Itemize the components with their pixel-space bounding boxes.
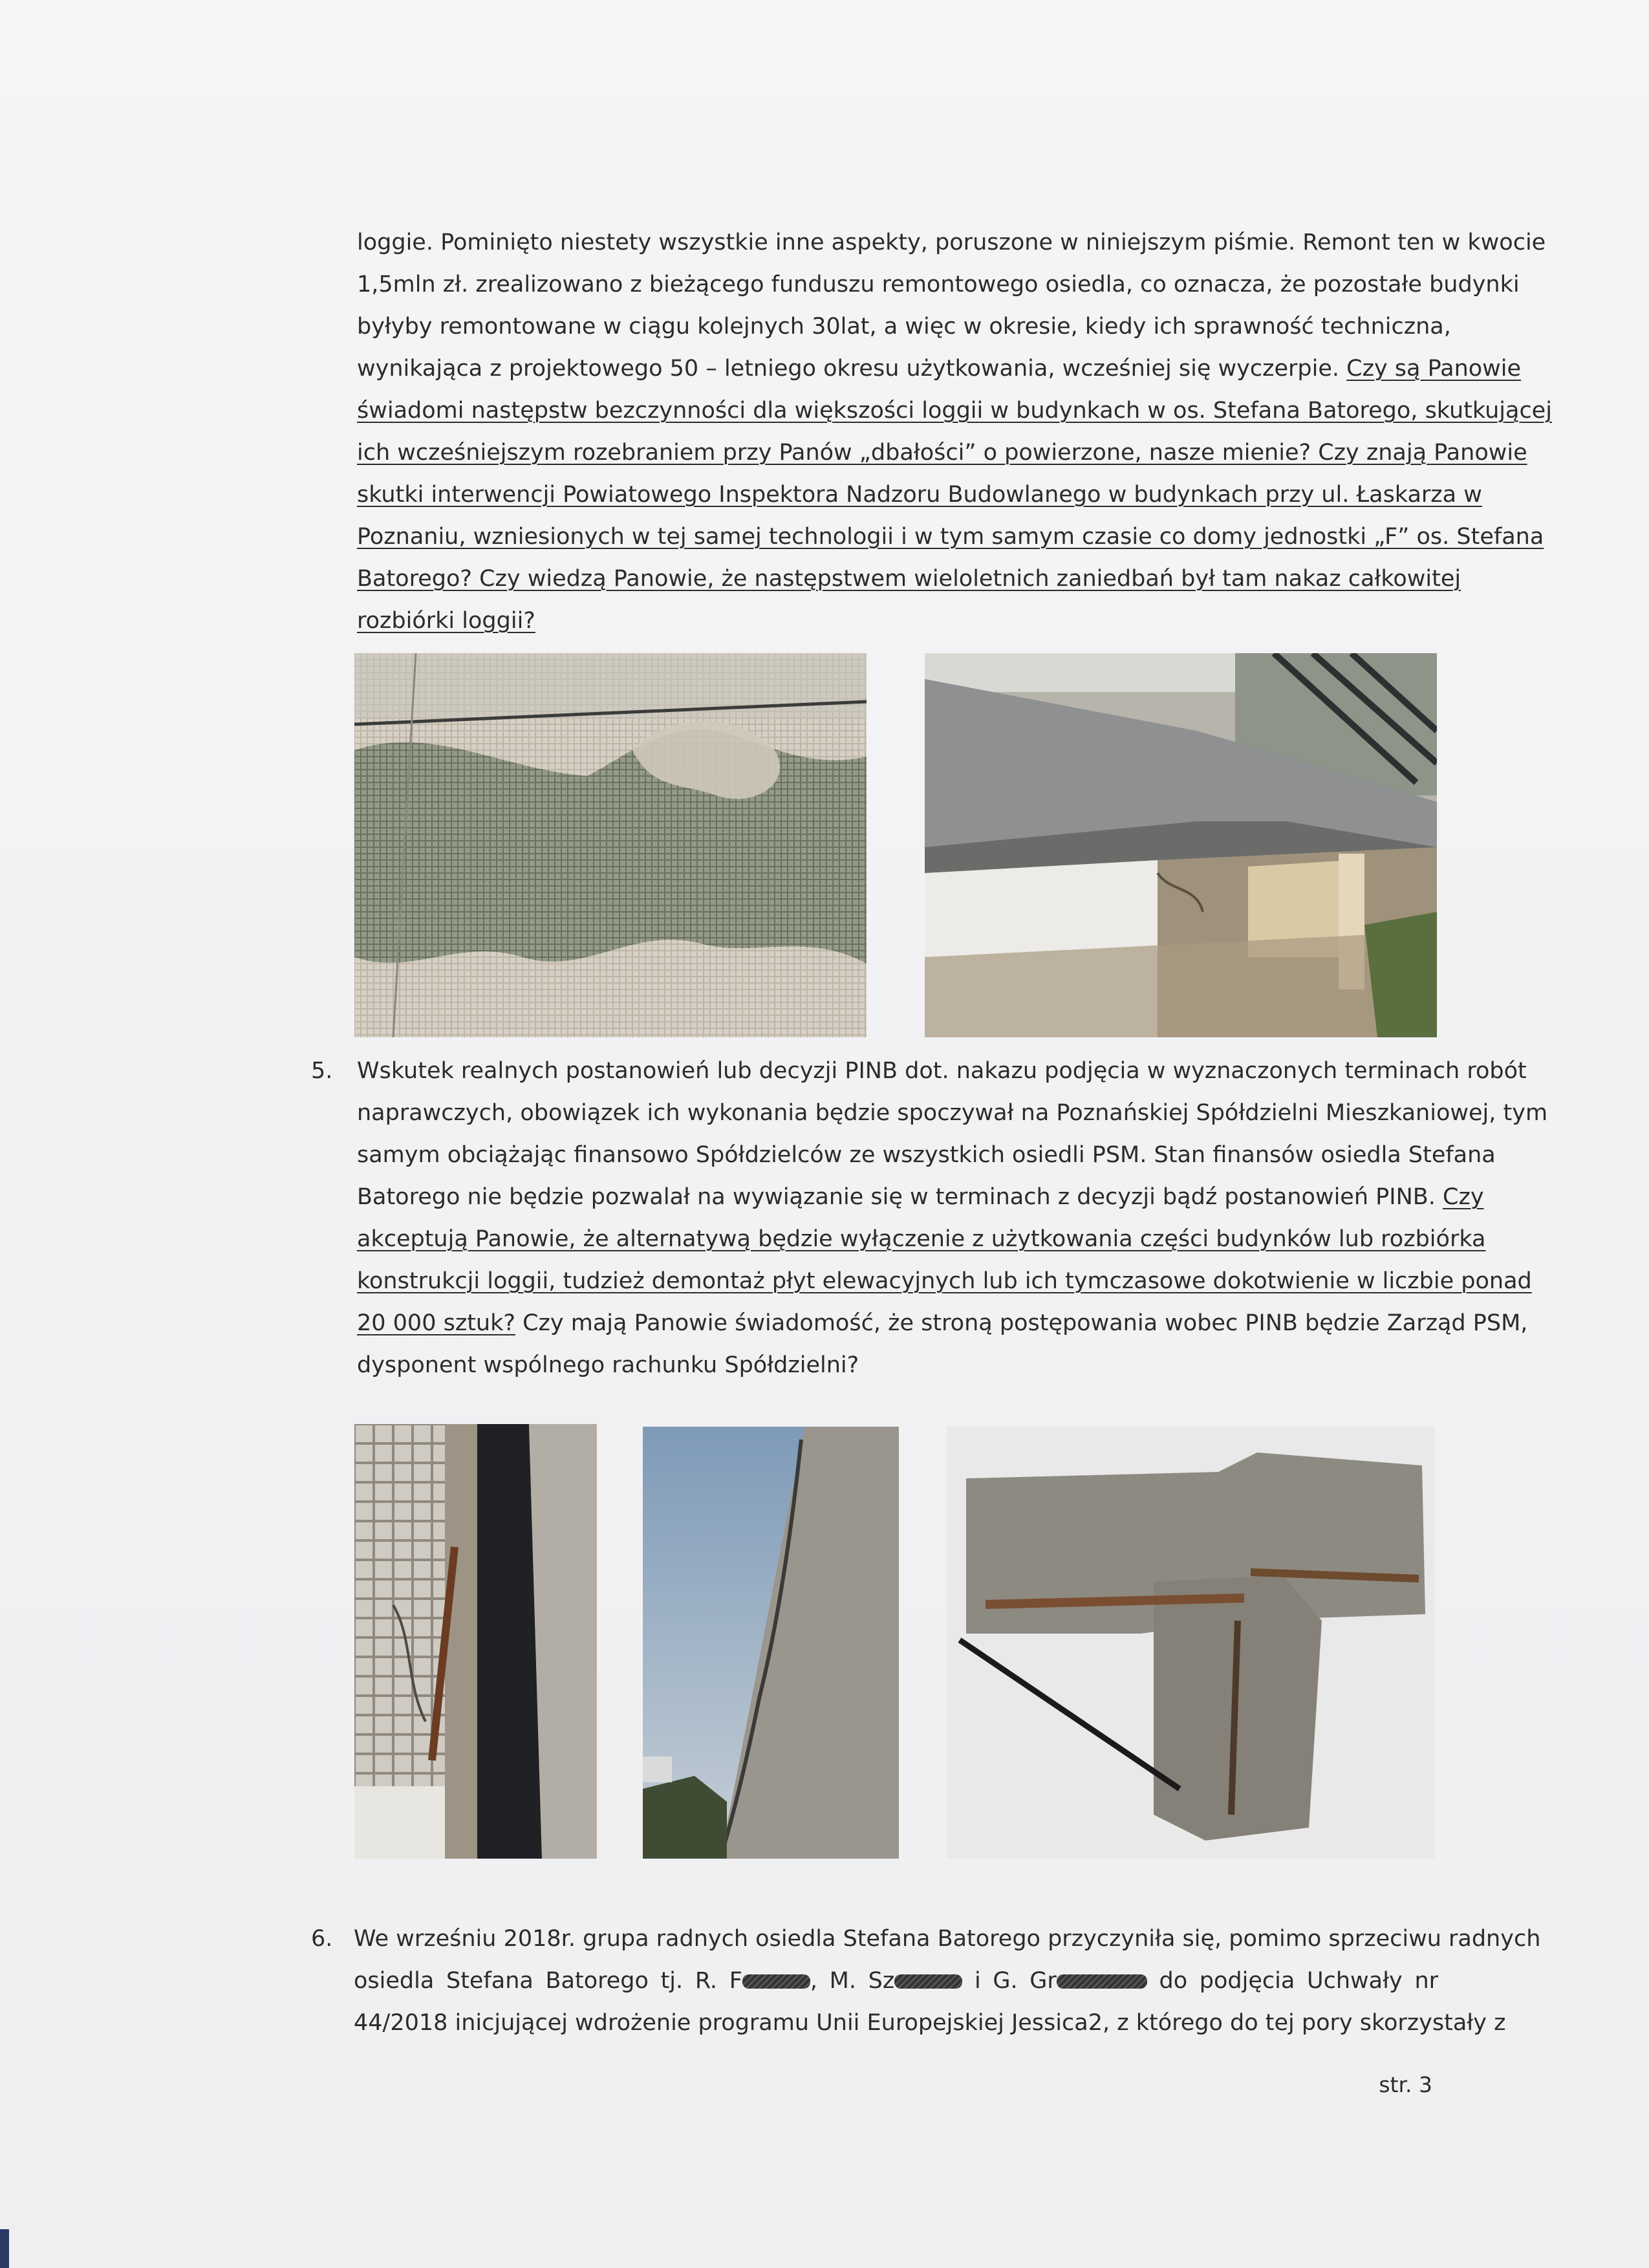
text-underlined: Czy są Panowie xyxy=(1346,356,1522,382)
text-plain: dysponent wspólnego rachunku Spółdzielni? xyxy=(357,1352,859,1378)
paragraph-section-5 xyxy=(357,1050,1548,1387)
text-plain: Czy mają Panowie świadomość, że stroną postępowania wobec PINB będzie Zarząd PSM, xyxy=(523,1310,1528,1336)
paragraph-section-6 xyxy=(354,1918,1541,2044)
text-plain: osiedla Stefana Batorego tj. R. F xyxy=(354,1968,742,1994)
text-line xyxy=(357,1176,1484,1218)
damaged-loggia-slab-photo xyxy=(925,653,1437,1037)
text-line-underlined: konstrukcji loggii, tudzież demontaż płyt elewacyjnych lub ich tymczasowe dokotwienie w liczbie ponad xyxy=(357,1268,1532,1294)
text-line-underlined: świadomi następstw bezczynności dla większości loggii w budynkach w os. Stefana Batorego, skutkującej xyxy=(357,398,1552,424)
text-line: Wskutek realnych postanowień lub decyzji PINB dot. nakazu podjęcia w wyznaczonych terminach robót xyxy=(357,1058,1527,1084)
text-line-underlined: Batorego? Czy wiedzą Panowie, że następstwem wieloletnich zaniedbań był tam nakaz całkowitej xyxy=(357,566,1461,592)
text-line xyxy=(357,1302,1528,1345)
text-plain: i G. Gr xyxy=(962,1968,1057,1994)
text-line: samym obciążając finansowo Spółdzielców ze wszystkich osiedli PSM. Stan finansów osiedla Stefana xyxy=(357,1142,1496,1168)
text-underlined: rozbiórki loggii? xyxy=(357,608,535,634)
text-underlined: Czy xyxy=(1443,1184,1484,1210)
text-line: loggie. Pominięto niestety wszystkie inne aspekty, poruszone w niniejszym piśmie. Remont ten w kwocie xyxy=(357,230,1546,255)
text-underlined: 20 000 sztuk? xyxy=(357,1310,515,1336)
list-number-6: 6. xyxy=(311,1926,333,1952)
redaction-mark xyxy=(894,1974,962,1989)
text-line-underlined: Poznaniu, wzniesionych w tej samej technologii i w tym samym czasie co domy jednostki „F” os. Stefana xyxy=(357,524,1544,550)
cracked-concrete-wall-photo xyxy=(643,1427,899,1859)
text-plain: wynikająca z projektowego 50 – letniego okresu użytkowania, wcześniej się wyczerpie. xyxy=(357,356,1339,382)
page-number: str. 3 xyxy=(1379,2072,1432,2097)
text-line-underlined: akceptują Panowie, że alternatywą będzie wyłączenie z użytkowania części budynków lub rozbiórka xyxy=(357,1226,1486,1252)
mosaic-tile-facade-photo xyxy=(354,653,867,1037)
scan-edge-mark xyxy=(0,2229,9,2268)
text-line: We wrześniu 2018r. grupa radnych osiedla Stefana Batorego przyczyniła się, pomimo sprzeciwu radnych xyxy=(354,1926,1541,1952)
paragraph-loggia-intro xyxy=(357,222,1552,642)
text-plain: Batorego nie będzie pozwalał na wywiązanie się w terminach z decyzji bądź postanowień PINB. xyxy=(357,1184,1436,1210)
text-line xyxy=(357,348,1522,390)
text-line xyxy=(354,1960,1438,2002)
broken-concrete-fragments-photo xyxy=(947,1427,1435,1859)
text-line-underlined: skutki interwencji Powiatowego Inspektora Nadzoru Budowlanego w budynkach przy ul. Łaskarza w xyxy=(357,482,1482,508)
text-plain: do podjęcia Uchwały nr xyxy=(1147,1968,1439,1994)
text-line: 1,5mln zł. zrealizowano z bieżącego funduszu remontowego osiedla, co oznacza, że pozostałe budynki xyxy=(357,272,1520,297)
text-plain: , M. Sz xyxy=(810,1968,895,1994)
text-line: 44/2018 inicjującej wdrożenie programu Unii Europejskiej Jessica2, z którego do tej pory skorzystały z xyxy=(354,2010,1506,2036)
text-line xyxy=(357,1345,1438,1387)
text-line: naprawczych, obowiązek ich wykonania będzie spoczywał na Poznańskiej Spółdzielni Mieszkaniowej, tym xyxy=(357,1100,1548,1126)
text-line-underlined: ich wcześniejszym rozebraniem przy Panów „dbałości” o powierzone, nasze mienie? Czy znają Panowie xyxy=(357,440,1527,466)
redaction-mark xyxy=(1057,1974,1147,1989)
redaction-mark xyxy=(742,1974,810,1989)
exposed-rebar-joint-photo xyxy=(354,1424,597,1859)
list-number-5: 5. xyxy=(311,1058,333,1084)
text-line-underlined xyxy=(357,600,1438,642)
text-line: byłyby remontowane w ciągu kolejnych 30lat, a więc w okresie, kiedy ich sprawność techniczna, xyxy=(357,314,1451,340)
